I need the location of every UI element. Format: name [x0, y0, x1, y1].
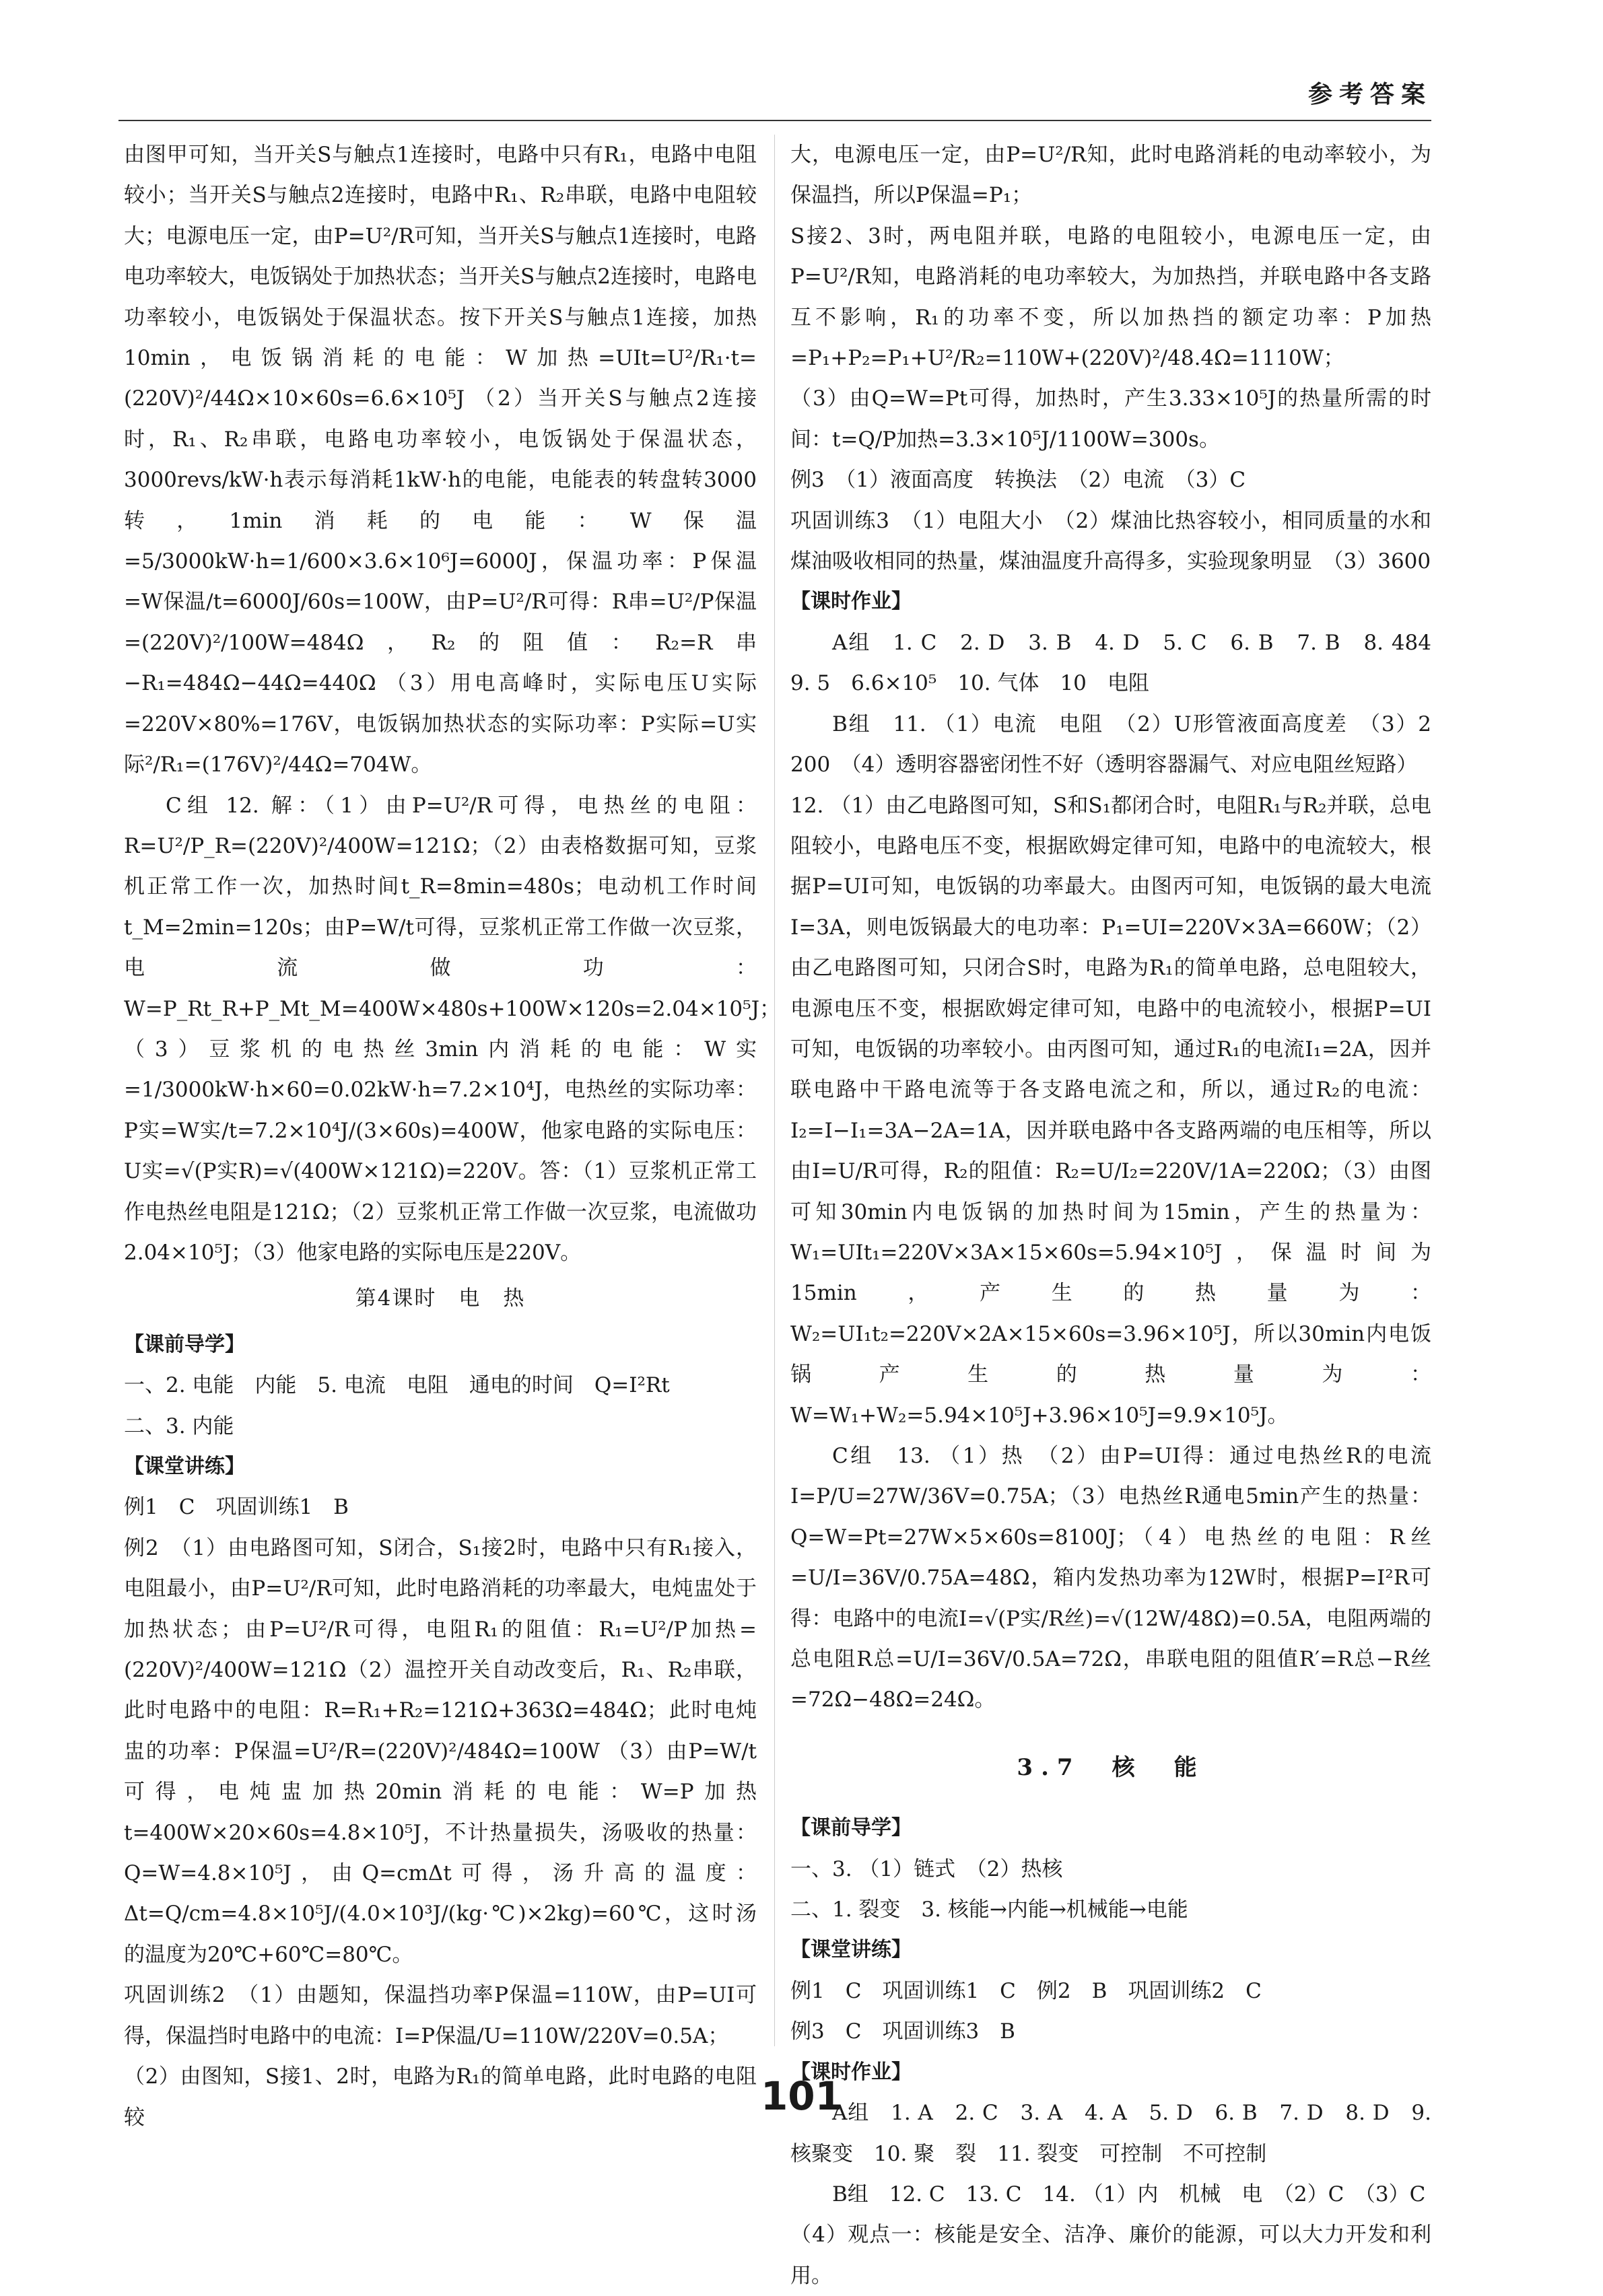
right-column-paragraph-8: B组 11. （1）电流 电阻 （2）U形管液面高度差 （3）2 200 （4）透明容器密闭性不好（透明容器漏气、对应电阻丝短路） — [790, 711, 1431, 777]
right-column-paragraph-13: 一、3. （1）链式 （2）热核 — [790, 1856, 1063, 1881]
left-column-paragraph-9: 例2 （1）由电路图可知，S闭合，S₁接2时，电路中只有R₁接入，电阻最小，由P=U²/R可知，此时电路消耗的功率最大，电炖盅处于加热状态；由P=U²/R可得，电阻R₁的阻值：R₁=U²/P加热=(220V)²/400W=121Ω（2）温控开关自动改变后，R₁、R₂串联，此时电路中的电阻：R=R₁+R₂=121Ω+363Ω=484Ω；此时电炖盅的功率：P保温=U²/R=(220V)²/484Ω=100W （3）由P=W/t可得，电炖盅加热20min消耗的电能：W=P加热t=400W×20×60s=4.8×10⁵J，不计热量损失，汤吸收的热量：Q=W=4.8×10⁵J，由Q=cmΔt可得，汤升高的温度：Δt=Q/cm=4.8×10⁵J/(4.0×10³J/(kg·℃)×2kg)=60℃，这时汤的温度为20℃+60℃=80℃。 — [124, 1535, 757, 1967]
left-column-paragraph-4: 【课前导学】 — [124, 1332, 245, 1356]
right-column-paragraph-20: B组 12. C 13. C 14. （1）内 机械 电 （2）C （3）C — [832, 2182, 1426, 2206]
left-column-paragraph-6: 二、3. 内能 — [124, 1414, 234, 1438]
right-column-paragraph-14: 二、1. 裂变 3. 核能→内能→机械能→电能 — [790, 1898, 1188, 1922]
left-column-paragraph-7: 【课堂讲练】 — [124, 1455, 245, 1478]
right-column-paragraph-7: A组 1. C 2. D 3. B 4. D 5. C 6. B 7. B 8. 484 9. 5 6.6×10⁵ 10. 气体 10 电阻 — [790, 630, 1452, 696]
right-column-paragraph-15: 【课堂讲练】 — [790, 1938, 912, 1962]
left-column-paragraph-11: （2）由图知，S接1、2时，电路为R₁的简单电路，此时电路的电阻较 — [124, 2064, 757, 2130]
column-divider — [774, 135, 775, 2046]
page-number: 101 — [760, 2073, 843, 2119]
right-column-paragraph-17: 例3 C 巩固训练3 B — [790, 2019, 1015, 2044]
right-column-paragraph-19: A组 1. A 2. C 3. A 4. A 5. D 6. B 7. D 8. D 9. 核聚变 10. 聚 裂 11. 裂变 可控制 不可控制 — [790, 2101, 1431, 2166]
page-header-title: 参考答案 — [1307, 81, 1432, 108]
right-column-paragraph-3: （3）由Q=W=Pt可得，加热时，产生3.33×10⁵J的热量所需的时间：t=Q/P加热=3.3×10⁵J/1100W=300s。 — [790, 386, 1431, 452]
right-column-paragraph-21: （4）观点一：核能是安全、洁净、廉价的能源，可以大力开发和利用。 — [790, 2223, 1431, 2288]
left-column-paragraph-10: 巩固训练2 （1）由题知，保温挡功率P保温=110W，由P=UI可得，保温挡时电路中的电流：I=P保温/U=110W/220V=0.5A； — [124, 1983, 757, 2048]
right-column-paragraph-9: 12. （1）由乙电路图可知，S和S₁都闭合时，电阻R₁与R₂并联，总电阻较小，电路电压不变，根据欧姆定律可知，电路中的电流较大，根据P=UI可知，电饭锅的功率最大。由图丙可知，电饭锅的最大电流I=3A，则电饭锅最大的电功率：P₁=UI=220V×3A=660W；（2）由乙电路图可知，只闭合S时，电路为R₁的简单电路，总电阻较大，电源电压不变，根据欧姆定律可知，电路中的电流较小，根据P=UI可知，电饭锅的功率较小。由丙图可知，通过R₁的电流I₁=2A，因并联电路中干路电流等于各支路电流之和，所以，通过R₂的电流：I₂=I−I₁=3A−2A=1A，因并联电路中各支路两端的电压相等，所以由I=U/R可得，R₂的阻值：R₂=U/I₂=220V/1A=220Ω；（3）由图可知30min内电饭锅的加热时间为15min，产生的热量为：W₁=UIt₁=220V×3A×15×60s=5.94×10⁵J，保温时间为15min，产生的热量为：W₂=UI₁t₂=220V×2A×15×60s=3.96×10⁵J，所以30min内电饭锅产生的热量为：W=W₁+W₂=5.94×10⁵J+3.96×10⁵J=9.9×10⁵J。 — [790, 793, 1431, 1428]
right-column-paragraph-2: S接2、3时，两电阻并联，电路的电阻较小，电源电压一定，由P=U²/R知，电路消耗的电功率较大，为加热挡，并联电路中各支路互不影响，R₁的功率不变，所以加热挡的额定功率：P加热=P₁+P₂=P₁+U²/R₂=110W+(220V)²/48.4Ω=1110W； — [790, 223, 1431, 371]
right-column-paragraph-4: 例3 （1）液面高度 转换法 （2）电流 （3）C — [790, 468, 1246, 493]
header-rule — [118, 120, 1431, 121]
right-column-paragraph-18: 【课时作业】 — [790, 2060, 912, 2084]
left-column-paragraph-1: 由图甲可知，当开关S与触点1连接时，电路中只有R₁，电路中电阻较小；当开关S与触点2连接时，电路中R₁、R₂串联，电路中电阻较大；电源电压一定，由P=U²/R可知，当开关S与触点1连接时，电路电功率较大，电饭锅处于加热状态；当开关S与触点2连接时，电路电功率较小，电饭锅处于保温状态。按下开关S与触点1连接，加热10min，电饭锅消耗的电能：W加热=UIt=U²/R₁·t=(220V)²/44Ω×10×60s=6.6×10⁵J （2）当开关S与触点2连接时，R₁、R₂串联，电路电功率较小，电饭锅处于保温状态，3000revs/kW·h表示每消耗1kW·h的电能，电能表的转盘转3000转，1min消耗的电能：W保温=5/3000kW·h=1/600×3.6×10⁶J=6000J，保温功率：P保温=W保温/t=6000J/60s=100W，由P=U²/R可得：R串=U²/P保温=(220V)²/100W=484Ω，R₂的阻值：R₂=R串−R₁=484Ω−44Ω=440Ω （3）用电高峰时，实际电压U实际=220V×80%=176V，电饭锅加热状态的实际功率：P实际=U实际²/R₁=(176V)²/44Ω=704W。 — [124, 143, 757, 777]
right-column-paragraph-10: C组 13. （1）热 （2）由P=UI得：通过电热丝R的电流I=P/U=27W/36V=0.75A；（3）电热丝R通电5min产生的热量：Q=W=Pt=27W×5×60s=8100J；（4）电热丝的电阻：R丝=U/I=36V/0.75A=48Ω，箱内发热功率为12W时，根据P=I²R可得：电路中的电流I=√(P实/R丝)=√(12W/48Ω)=0.5A，电阻两端的总电阻R总=U/I=36V/0.5A=72Ω，串联电阻的阻值R′=R总−R丝=72Ω−48Ω=24Ω。 — [790, 1444, 1431, 1712]
right-column-paragraph-16: 例1 C 巩固训练1 C 例2 B 巩固训练2 C — [790, 1978, 1262, 2003]
left-column-paragraph-5: 一、2. 电能 内能 5. 电流 电阻 通电的时间 Q=I²Rt — [124, 1373, 670, 1398]
left-column — [124, 135, 781, 2138]
left-column-paragraph-3: 第4课时 电 热 — [355, 1286, 526, 1311]
right-column-paragraph-5: 巩固训练3 （1）电阻大小 （2）煤油比热容较小，相同质量的水和煤油吸收相同的热量，煤油温度升高得多，实验现象明显 （3）3600 — [790, 508, 1431, 574]
left-column-paragraph-2: C组 12. 解：（1）由P=U²/R可得，电热丝的电阻：R=U²/P_R=(220V)²/400W=121Ω；（2）由表格数据可知，豆浆机正常工作一次，加热时间t_R=8min=480s；电动机工作时间t_M=2min=120s；由P=W/t可得，豆浆机正常工作做一次豆浆，电流做功：W=P_Rt_R+P_Mt_M=400W×480s+100W×120s=2.04×10⁵J；（3）豆浆机的电热丝3min内消耗的电能：W实=1/3000kW·h×60=0.02kW·h=7.2×10⁴J，电热丝的实际功率：P实=W实/t=7.2×10⁴J/(3×60s)=400W，他家电路的实际电压：U实=√(P实R)=√(400W×121Ω)=220V。答：（1）豆浆机正常工作电热丝电阻是121Ω；（2）豆浆机正常工作做一次豆浆，电流做功2.04×10⁵J；（3）他家电路的实际电压是220V。 — [124, 793, 781, 1265]
left-column-paragraph-8: 例1 C 巩固训练1 B — [124, 1495, 349, 1520]
right-column-paragraph-12: 【课前导学】 — [790, 1816, 912, 1840]
right-column — [790, 135, 1452, 2296]
right-column-paragraph-11: 3.7 核 能 — [1017, 1753, 1205, 1781]
right-column-paragraph-6: 【课时作业】 — [790, 590, 912, 614]
right-column-paragraph-1: 大，电源电压一定，由P=U²/R知，此时电路消耗的电动率较小，为保温挡，所以P保温=P₁； — [790, 143, 1431, 208]
